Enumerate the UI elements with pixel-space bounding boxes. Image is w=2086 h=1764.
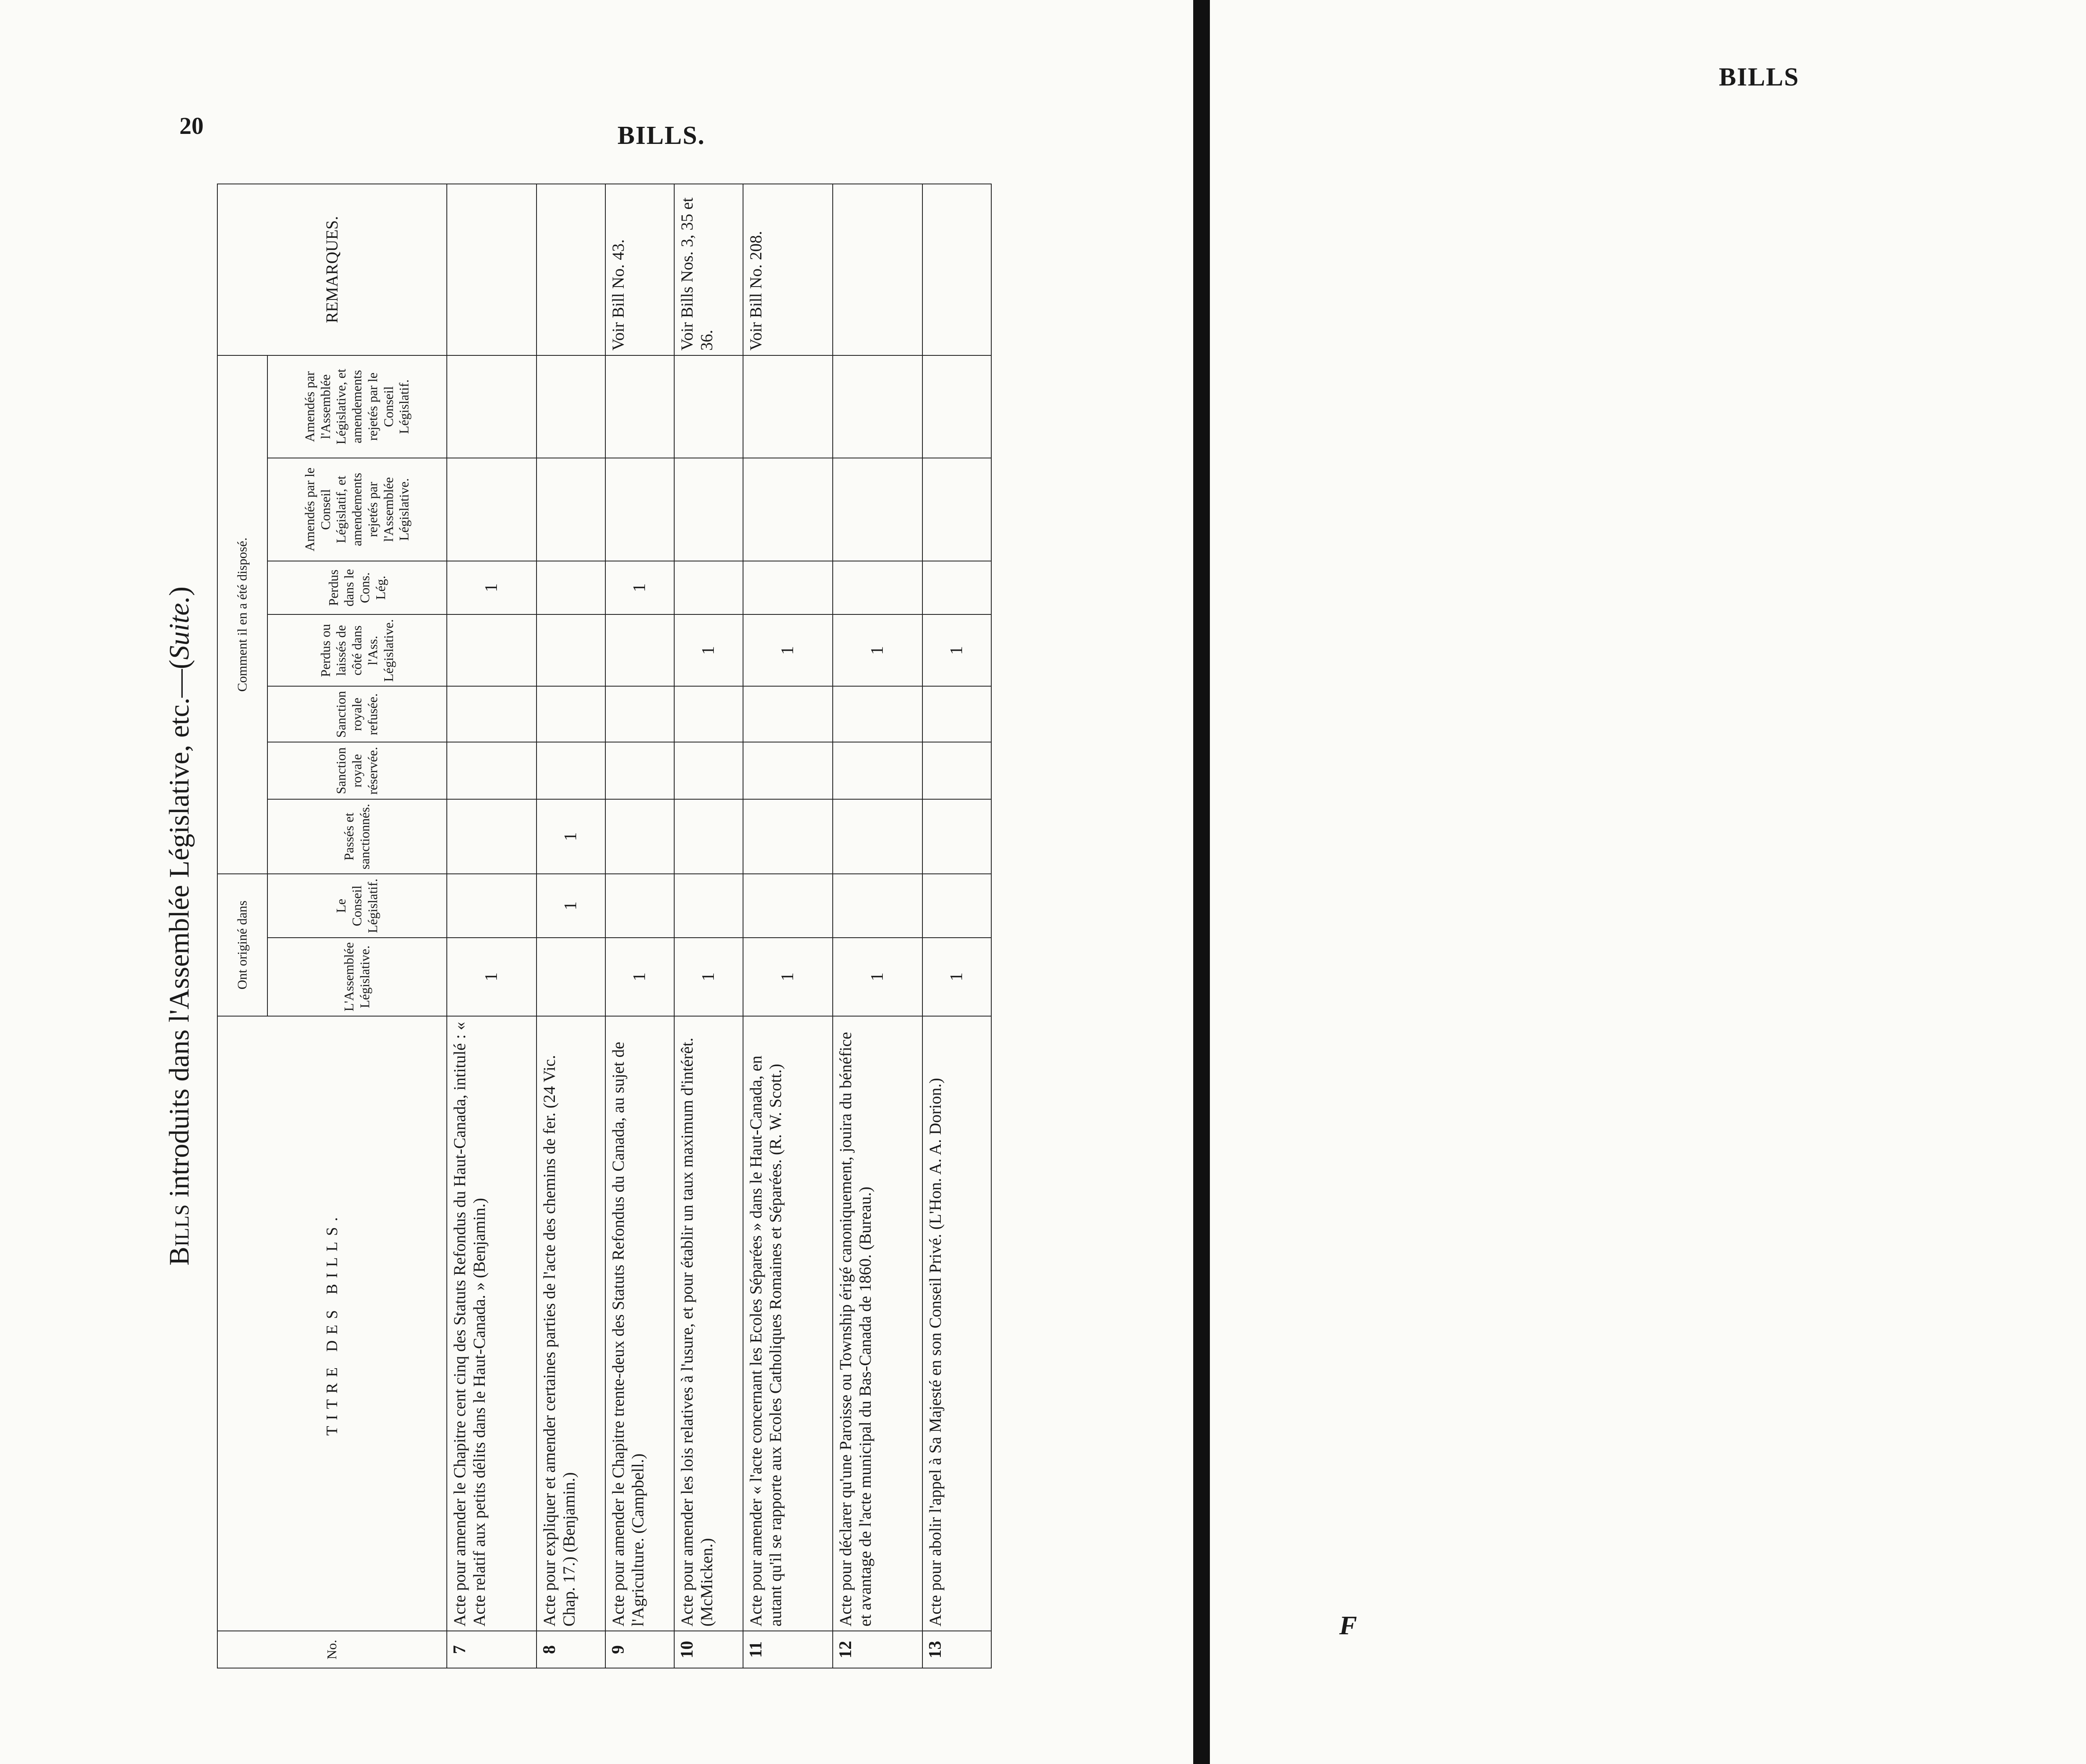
header-origin-group: Ont originé dans — [217, 874, 267, 1016]
table-row — [537, 184, 605, 1668]
left-bills-table-rotated — [163, 184, 1118, 1668]
cell-d1 — [674, 799, 743, 874]
cell-d7 — [922, 355, 991, 458]
cell-d6 — [743, 458, 833, 561]
cell-d5 — [922, 561, 991, 615]
cell-d1 — [922, 799, 991, 874]
row-number: 9 — [605, 1631, 674, 1668]
cell-origin-la: 1 — [605, 938, 674, 1016]
cell-d7 — [743, 355, 833, 458]
right-running-head: BILLS — [1719, 63, 1799, 91]
cell-origin-lc — [674, 874, 743, 938]
cell-d4: 1 — [743, 614, 833, 686]
cell-origin-la — [537, 938, 605, 1016]
row-title: Acte pour amender le Chapitre trente-deux des Statuts Refondus du Canada, au sujet de l'Agriculture. (Campbell.) — [605, 1016, 674, 1631]
header-d3: Sanction royale refusée. — [267, 686, 447, 742]
header-d6: Amendés par le Conseil Législatif, et amendements rejetés par l'Assemblée Législative. — [267, 458, 447, 561]
row-title: Acte pour abolir l'appel à Sa Majesté en son Conseil Privé. (L'Hon. A. A. Dorion.) — [922, 1016, 991, 1631]
cell-d6 — [447, 458, 537, 561]
header-origin-la: L'Assemblée Législative. — [267, 938, 447, 1016]
row-title: Acte pour amender les lois relatives à l'usure, et pour établir un taux maximum d'intérêt. (McMicken.) — [674, 1016, 743, 1631]
cell-remarks — [537, 184, 605, 355]
book-spine — [1193, 0, 1210, 1764]
cell-origin-lc — [922, 874, 991, 938]
table-row — [743, 184, 833, 1668]
cell-d5: 1 — [447, 561, 537, 615]
cell-d4: 1 — [922, 614, 991, 686]
cell-d3 — [605, 686, 674, 742]
header-d4: Perdus ou laissés de côté dans l'Ass. Législative. — [267, 614, 447, 686]
cell-d3 — [922, 686, 991, 742]
cell-d5 — [833, 561, 922, 615]
cell-d3 — [537, 686, 605, 742]
cell-d2 — [922, 742, 991, 799]
cell-d1 — [833, 799, 922, 874]
cell-remarks: Voir Bill No. 208. — [743, 184, 833, 355]
cell-origin-lc — [447, 874, 537, 938]
cell-d6 — [537, 458, 605, 561]
cell-d5: 1 — [605, 561, 674, 615]
cell-d4: 1 — [833, 614, 922, 686]
cell-origin-la: 1 — [743, 938, 833, 1016]
left-running-head: BILLS. — [617, 121, 705, 150]
cell-remarks: Voir Bills Nos. 3, 35 et 36. — [674, 184, 743, 355]
cell-d7 — [537, 355, 605, 458]
cell-d6 — [833, 458, 922, 561]
cell-d5 — [743, 561, 833, 615]
header-d5: Perdus dans le Cons. Lég. — [267, 561, 447, 615]
right-page — [1210, 0, 2086, 1764]
table-row — [922, 184, 991, 1668]
cell-origin-lc — [605, 874, 674, 938]
cell-d6 — [674, 458, 743, 561]
cell-d7 — [447, 355, 537, 458]
cell-origin-la: 1 — [447, 938, 537, 1016]
cell-d1 — [605, 799, 674, 874]
header-d1: Passés et sanctionnés. — [267, 799, 447, 874]
row-number: 10 — [674, 1631, 743, 1668]
cell-d2 — [605, 742, 674, 799]
cell-remarks — [833, 184, 922, 355]
cell-remarks — [447, 184, 537, 355]
cell-d1 — [743, 799, 833, 874]
row-number: 13 — [922, 1631, 991, 1668]
cell-d7 — [605, 355, 674, 458]
table-row — [447, 184, 537, 1668]
row-number: 8 — [537, 1631, 605, 1668]
cell-d2 — [743, 742, 833, 799]
cell-d2 — [674, 742, 743, 799]
cell-remarks — [922, 184, 991, 355]
table-row — [605, 184, 674, 1668]
row-title: Acte pour expliquer et amender certaines parties de l'acte des chemins de fer. (24 Vic. Chap. 17.) (Benjamin.) — [537, 1016, 605, 1631]
cell-d3 — [447, 686, 537, 742]
cell-d4 — [605, 614, 674, 686]
row-number: 7 — [447, 1631, 537, 1668]
cell-d7 — [833, 355, 922, 458]
table-row — [674, 184, 743, 1668]
cell-origin-la: 1 — [674, 938, 743, 1016]
cell-d3 — [833, 686, 922, 742]
cell-remarks: Voir Bill No. 43. — [605, 184, 674, 355]
cell-origin-lc — [743, 874, 833, 938]
cell-d3 — [743, 686, 833, 742]
cell-d1: 1 — [537, 799, 605, 874]
cell-d3 — [674, 686, 743, 742]
cell-d2 — [447, 742, 537, 799]
header-disposed-group: Comment il en a été disposé. — [217, 355, 267, 874]
row-number: 11 — [743, 1631, 833, 1668]
row-number: 12 — [833, 1631, 922, 1668]
cell-origin-lc — [833, 874, 922, 938]
cell-origin-la: 1 — [922, 938, 991, 1016]
left-page-number: 20 — [179, 112, 204, 139]
row-title: Acte pour déclarer qu'une Paroisse ou Township érigé canoniquement, jouira du bénéfice et avantage de l'acte municipal du Bas-Canada de 1860. (Bureau.) — [833, 1016, 922, 1631]
header-remarks: REMARQUES. — [217, 184, 447, 355]
header-d7: Amendés par l'Assemblée Législative, et amendements rejetés par le Conseil Législatif. — [267, 355, 447, 458]
header-no: No. — [217, 1631, 447, 1668]
table-caption: Bills introduits dans l'Assemblée Législative, etc.—(Suite.) — [163, 586, 195, 1266]
cell-origin-lc: 1 — [537, 874, 605, 938]
cell-d7 — [674, 355, 743, 458]
cell-d1 — [447, 799, 537, 874]
table-row — [833, 184, 922, 1668]
margin-letter: F — [1339, 1610, 1357, 1640]
header-origin-lc: Le Conseil Législatif. — [267, 874, 447, 938]
cell-d4 — [537, 614, 605, 686]
cell-d2 — [537, 742, 605, 799]
bills-table-left — [217, 184, 992, 1668]
header-d2: Sanction royale réservée. — [267, 742, 447, 799]
cell-d5 — [537, 561, 605, 615]
cell-d4 — [447, 614, 537, 686]
cell-d6 — [922, 458, 991, 561]
cell-d5 — [674, 561, 743, 615]
row-title: Acte pour amender le Chapitre cent cinq des Statuts Refondus du Haut-Canada, intitulé : « Acte relatif aux petits délits dans le Haut-Canada. » (Benjamin.) — [447, 1016, 537, 1631]
header-title: TITRE DES BILLS. — [217, 1016, 447, 1631]
cell-origin-la: 1 — [833, 938, 922, 1016]
cell-d6 — [605, 458, 674, 561]
cell-d2 — [833, 742, 922, 799]
cell-d4: 1 — [674, 614, 743, 686]
row-title: Acte pour amender « l'acte concernant les Ecoles Séparées » dans le Haut-Canada, en autant qu'il se rapporte aux Ecoles Catholiques Romaines et Séparées. (R. W. Scott.) — [743, 1016, 833, 1631]
